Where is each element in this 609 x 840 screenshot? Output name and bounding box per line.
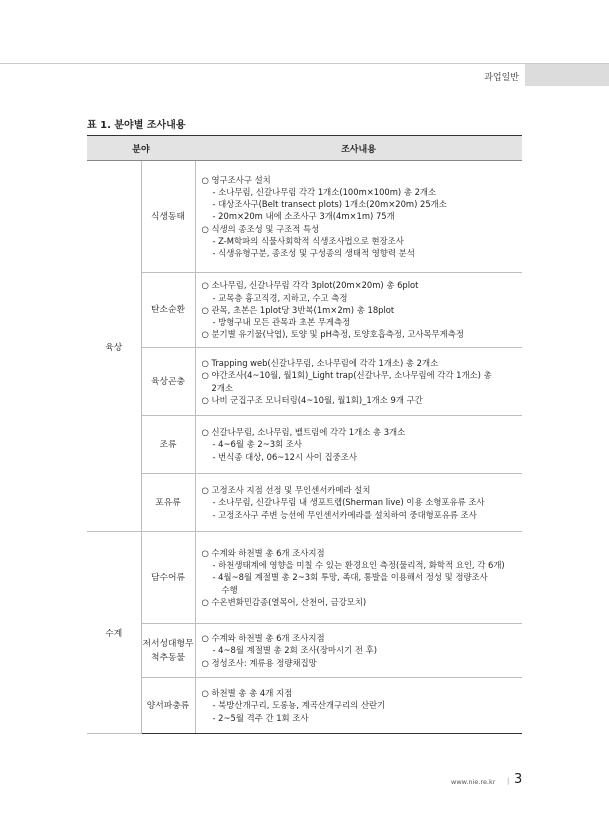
table-caption: 표 1. 분야별 조사내용 [87, 120, 186, 131]
header-field: 분야 [87, 136, 195, 161]
content-detail-item: - 소나무림, 신갈나무림 각각 1개소(100m×100m) 총 2개소 [212, 186, 437, 197]
content-detail-item: - 4~8월 계절별 총 2회 조사(장마시기 전 후) [212, 645, 377, 656]
content-detail-item: - 2~5월 격주 간 1회 조사 [212, 712, 309, 723]
content-bullet-item: ○ 소나무림, 신갈나무림 각각 3plot(20m×20m) 총 6plot [201, 280, 419, 291]
content-bullet-item: ○ 수온변화민감종(열목어, 산천어, 금강모치) [201, 596, 367, 607]
content-bullet-item: ○ 식생의 종조성 및 구조적 특성 [201, 223, 320, 234]
content-detail-item: - 4월~8월 계절별 총 2~3회 투망, 족대, 통발을 이용해서 정성 및 정량조사 [212, 572, 488, 583]
content-detail-item: - 교목층 흉고직경, 지하고, 수고 측정 [212, 292, 348, 303]
content-cell [195, 273, 522, 348]
content-cell [195, 161, 522, 273]
content-detail-item: - 대상조사구(Belt transect plots) 1개소(20m×20m) 25개소 [212, 199, 447, 210]
content-detail-item: - 20m×20m 내에 소조사구 3개(4m×1m) 75개 [212, 211, 395, 222]
content-detail-item: - 4~6월 총 2~3회 조사 [212, 439, 302, 450]
subfield-cell: 탄소순환 [141, 273, 195, 348]
section-label: 과업일반 [484, 73, 519, 83]
content-bullet-item: ○ 정성조사: 계류용 정량채집망 [201, 657, 317, 668]
table-row [87, 678, 522, 734]
table-row [87, 161, 522, 273]
table-row [87, 273, 522, 348]
content-bullet-item: ○ 관목, 초본은 1plot당 3반복(1m×2m) 총 18plot [201, 304, 395, 315]
subfield-cell: 포유류 [141, 474, 195, 532]
table-row [87, 624, 522, 678]
content-bullet-item: ○ 신갈나무림, 소나무림, 벨트림에 각각 1개소 총 3개소 [201, 427, 406, 438]
content-bullet-item: ○ 야간조사(4~10월, 월1회)_Light trap(신갈나무, 소나무림에 각각 1개소) 총 [201, 370, 492, 381]
footer-url: www.nie.re.kr [451, 778, 496, 786]
table-row [87, 416, 522, 474]
subfield-cell: 조류 [141, 416, 195, 474]
footer-separator: | [507, 777, 510, 785]
field-cell: 수계 [87, 532, 141, 734]
content-cell [195, 678, 522, 734]
content-bullet-item: ○ 영구조사구 설치 [201, 174, 271, 185]
table-row [87, 348, 522, 416]
content-cell [195, 474, 522, 532]
content-detail-item: - 번식종 대상, 06~12시 사이 집중조사 [212, 451, 357, 462]
subfield-cell [141, 624, 195, 678]
content-detail-item: - 소나무림, 신갈나무림 내 생포트랩(Sherman live) 이용 소형포유류 조사 [212, 497, 485, 508]
header-content: 조사내용 [195, 136, 522, 161]
content-cell [195, 624, 522, 678]
subfield-cell: 담수어류 [141, 532, 195, 624]
table-row [87, 532, 522, 624]
content-detail-item: - 고정조사구 주변 능선에 무인센서카메라를 설치하여 중대형포유류 조사 [212, 509, 477, 520]
content-bullet-item: ○ Trapping web(신갈나무림, 소나무림에 각각 1개소) 총 2개소 [201, 358, 439, 369]
content-bullet-item: ○ 수계와 하천별 총 6개 조사지점 [201, 547, 325, 558]
page-number: 3 [514, 772, 523, 787]
content-cell [195, 416, 522, 474]
content-bullet-item: ○ 수계와 하천별 총 6개 조사지점 [201, 633, 325, 644]
field-cell: 육상 [87, 161, 141, 532]
content-cell [195, 532, 522, 624]
header-rule [0, 63, 609, 64]
subfield-cell: 양서파충류 [141, 678, 195, 734]
content-bullet-item: ○ 분기별 유기물(낙엽), 토양 및 pH측정, 토양호흡측정, 고사목무게측정 [201, 329, 464, 340]
table-header-row [87, 136, 522, 161]
content-detail-item: - 식생유형구분, 종조성 및 구성종의 생태적 영향력 분석 [212, 248, 415, 258]
subfield-line: 저서성대형무 [142, 638, 194, 649]
subfield-cell: 육상곤충 [141, 348, 195, 416]
table-row [87, 474, 522, 532]
content-detail-item: - 방형구내 모든 관목과 초본 무게측정 [212, 317, 351, 328]
content-cell [195, 348, 522, 416]
subfield-cell: 식생동태 [141, 161, 195, 273]
content-detail-item: 수행 [221, 584, 238, 595]
content-detail-item: - 하천생태계에 영향을 미칠 수 있는 환경요인 측정(물리적, 화학적 요인, 각 6개) [212, 560, 505, 571]
subfield-line: 척추동물 [151, 652, 185, 663]
table-body [87, 161, 522, 734]
section-tab [525, 64, 609, 86]
content-detail-item: - 북방산개구리, 도롱뇽, 계곡산개구리의 산란기 [212, 700, 386, 711]
survey-table [87, 135, 522, 734]
content-detail-item: - Z-M학파의 식물사회학적 식생조사법으로 현장조사 [212, 235, 404, 246]
content-detail-item: 2개소 [211, 382, 234, 393]
content-bullet-item: ○ 하천별 총 총 4개 지점 [201, 688, 293, 699]
content-bullet-item: ○ 나비 군집구조 모니터링(4~10월, 월1회)_1개소 9개 구간 [201, 394, 423, 405]
content-bullet-item: ○ 고정조사 지점 선정 및 무인센서카메라 설치 [201, 485, 371, 496]
